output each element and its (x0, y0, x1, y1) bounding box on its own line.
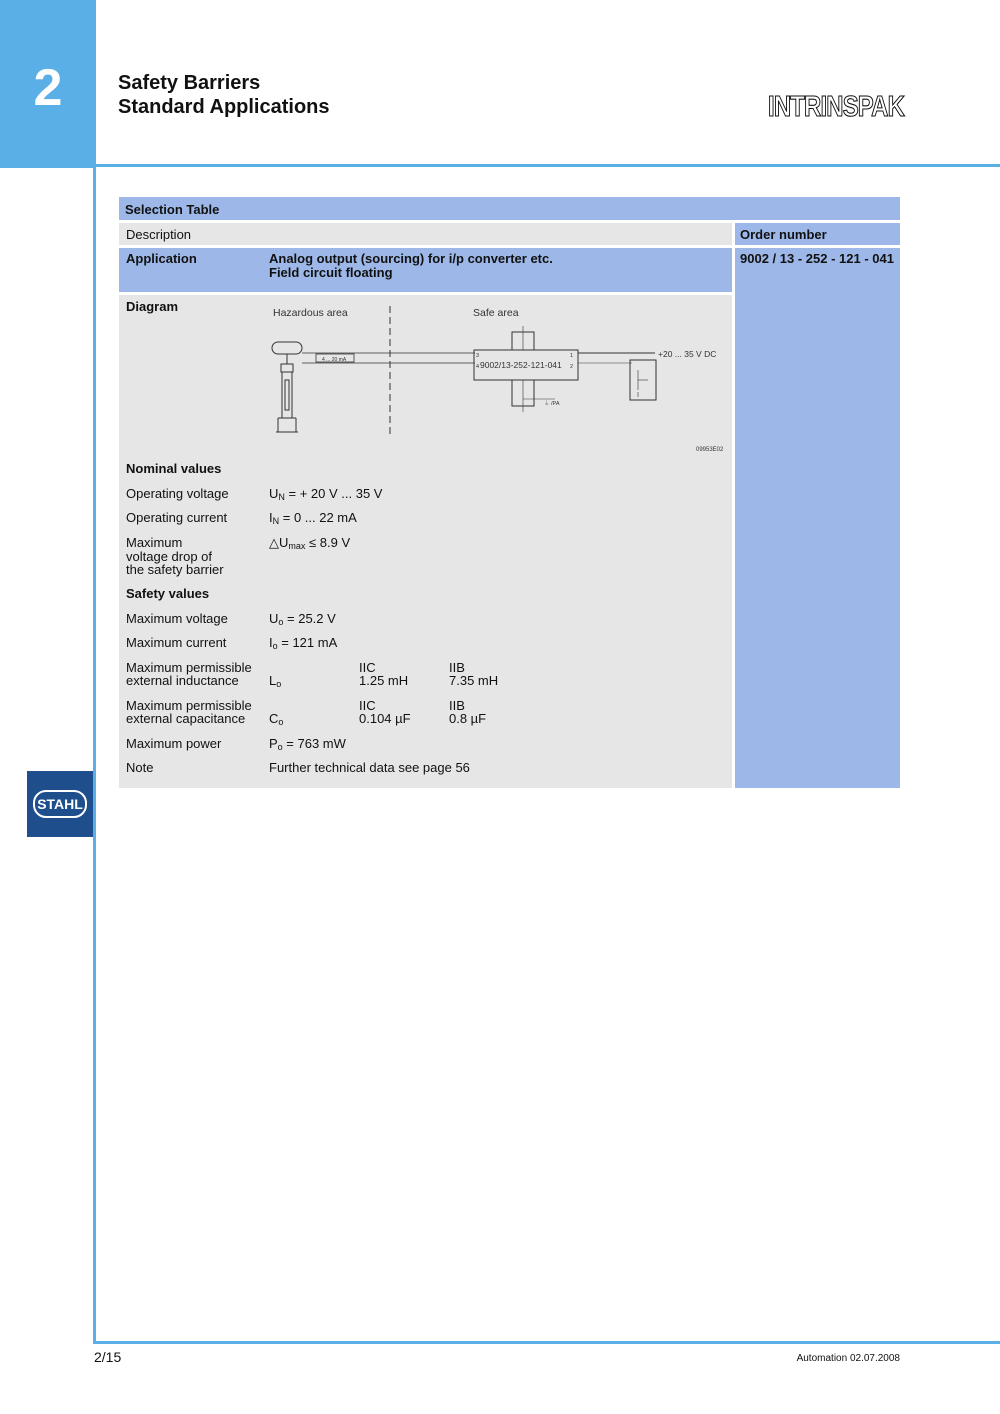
drawing-code: 09953E02 (696, 447, 724, 453)
order-number-label: Order number (740, 227, 827, 242)
voltage-drop-label-2: voltage drop of (126, 549, 213, 564)
page-title: Safety Barriers (118, 72, 261, 94)
order-number-value: 9002 / 13 - 252 - 121 - 041 (740, 251, 894, 266)
header-rule (96, 164, 1000, 167)
voltage-drop-label-3: the safety barrier (126, 562, 224, 577)
inductance-group-iic: IIC (359, 660, 376, 675)
capacitance-symbol: $C_o$ (269, 711, 284, 727)
operating-current-value: $I_N = 0$ ... 22 mA (269, 510, 357, 526)
max-current-label: Maximum current (126, 635, 227, 650)
application-text-2: Field circuit floating (269, 265, 393, 280)
wiring-diagram (260, 300, 730, 460)
page-number: 2/15 (94, 1349, 122, 1365)
capacitance-value-iib: 0.8 µF (449, 711, 487, 726)
safety-values-label: Safety values (126, 586, 210, 601)
order-number-column (735, 248, 900, 788)
max-power-label: Maximum power (126, 736, 222, 751)
voltage-drop-value: $\triangle U_{max} \le 8.9$ V (269, 535, 351, 551)
barrier-label: 9002/13-252-121-041 (480, 360, 562, 370)
application-text-1: Analog output (sourcing) for i/p converter etc. (269, 251, 553, 266)
page-subtitle: Standard Applications (118, 96, 330, 118)
intrinspak-logo (768, 88, 906, 122)
stahl-logo: STAHL (33, 790, 87, 818)
inductance-label-1: Maximum permissible (126, 660, 252, 675)
chapter-number: 2 (33, 59, 63, 117)
terminal-4: 4 (476, 364, 480, 370)
terminal-1: 1 (570, 353, 574, 359)
footer-rule (93, 1341, 1000, 1344)
max-power-value: $P_o = 763$ mW (269, 736, 346, 752)
capacitance-group-iib: IIB (449, 698, 465, 713)
capacitance-label-2: external capacitance (126, 711, 246, 726)
note-value: Further technical data see page 56 (269, 760, 470, 775)
diagram-label: Diagram (126, 299, 179, 314)
margin-rule (93, 164, 96, 1344)
inductance-label-2: external inductance (126, 673, 239, 688)
max-current-value: $I_o = 121$ mA (269, 635, 338, 651)
inductance-value-iib: 7.35 mH (449, 673, 499, 688)
table-title: Selection Table (125, 202, 220, 217)
svg-text:INTRINSPAK: INTRINSPAK (768, 91, 905, 123)
application-label: Application (126, 251, 197, 266)
ip-converter-symbol (272, 342, 302, 432)
operating-current-label: Operating current (126, 510, 228, 525)
note-label: Note (126, 760, 154, 775)
terminal-3: 3 (476, 353, 480, 359)
edition-date: Automation 02.07.2008 (796, 1353, 900, 1364)
inductance-group-iib: IIB (449, 660, 465, 675)
operating-voltage-value: $U_N$ = + 20 V ... 35 V (269, 486, 383, 502)
operating-voltage-label: Operating voltage (126, 486, 229, 501)
table-title-bar (119, 197, 900, 220)
signal-label: 4 ... 20 mA (322, 357, 347, 363)
max-voltage-label: Maximum voltage (126, 611, 228, 626)
safe-area-label: Safe area (473, 307, 519, 319)
inductance-value-iic: 1.25 mH (359, 673, 409, 688)
hazardous-area-label: Hazardous area (273, 307, 348, 319)
pa-label: ⏚ /PA (544, 401, 560, 407)
description-header-cell (119, 223, 732, 245)
capacitance-label-1: Maximum permissible (126, 698, 252, 713)
capacitance-value-iic: 0.104 µF (359, 711, 411, 726)
max-voltage-value: $U_o = 25.2$ V (269, 611, 336, 627)
nominal-values-label: Nominal values (126, 461, 222, 476)
inductance-symbol: $L_o$ (269, 673, 282, 689)
voltage-drop-label-1: Maximum (126, 535, 183, 550)
supply-label: +20 ... 35 V DC (658, 349, 717, 359)
capacitance-group-iic: IIC (359, 698, 376, 713)
description-label: Description (126, 227, 192, 242)
terminal-2: 2 (570, 364, 574, 370)
